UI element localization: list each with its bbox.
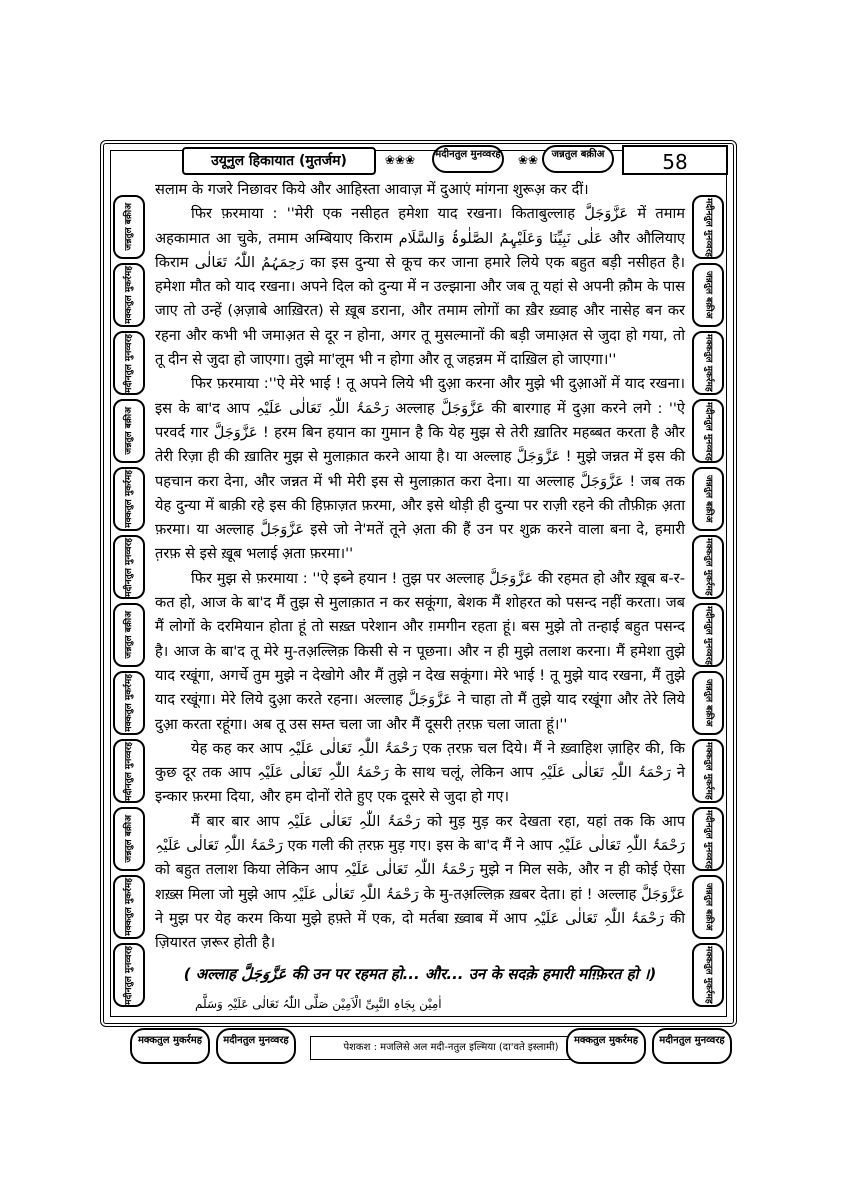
side-badge-label: जन्नतुल बक़ीअ: [123, 611, 134, 659]
side-badge: [113, 943, 145, 1007]
side-badge-label: मदीनतुल मुनव्वरह: [123, 333, 134, 393]
page-header: [170, 145, 690, 177]
side-badge-label: जन्नतुल बक़ीअ: [123, 407, 134, 455]
side-badge: [113, 467, 145, 531]
side-badge-label: मदीनतुल मुनव्वरह: [123, 537, 134, 597]
header-badge-madina: मदीनतुल मुनव्वरह: [432, 145, 504, 173]
side-badge: [692, 399, 724, 463]
paragraph: येह कह कर आप رَحْمَۃُ اللّٰہِ تَعَالٰی عَلَیْہِ एक त़रफ़ चल दिये। मैं ने ख़्वाहिश ज़ाहिर की, कि कुछ दूर तक आप رَحْمَۃُ اللّٰہِ تَعَالٰی عَلَیْہِ के साथ चलूं, लेकिन आप رَحْمَۃُ اللّٰہِ تَعَالٰی عَلَیْہِ ने इन्कार फ़रमा दिया, और हम दोनों रोते हुए एक दूसरे से जुदा हो गए।: [155, 739, 686, 806]
side-badge-label: मक्कतुल मुकर्रमह: [123, 674, 134, 732]
side-badge: [692, 535, 724, 599]
page-footer: [130, 1028, 730, 1068]
book-title: उयूनुल हिकायात (मुतर्जम): [182, 147, 376, 175]
side-badge-label: मक्कतुल मुकर्रमह: [703, 538, 714, 596]
side-badge-label: मदीनतुल मुनव्वरह: [703, 605, 714, 665]
side-badge-label: मक्कतुल मुकर्रमह: [703, 334, 714, 392]
side-badge-label: मक्कतुल मुकर्रमह: [123, 878, 134, 936]
side-badge: [113, 195, 145, 259]
side-badge-label: मदीनतुल मुनव्वरह: [123, 741, 134, 801]
side-badge: [692, 263, 724, 327]
side-badge: [692, 603, 724, 667]
side-badge-label: मदीनतुल मुनव्वरह: [703, 197, 714, 257]
footer-badge-madina: मदीनतुल मुनव्वरह: [652, 1028, 732, 1064]
side-badge: [692, 807, 724, 871]
side-badge-label: मदीनतुल मुनव्वरह: [703, 401, 714, 461]
side-badge: [113, 603, 145, 667]
paragraph: मैं बार बार आप رَحْمَۃُ اللّٰہِ تَعَالٰی عَلَیْہِ को मुड़ मुड़ कर देखता रहा, यहां तक कि आप رَحْمَۃُ اللّٰہِ تَعَالٰی عَلَیْہِ एक गली की त़रफ़ मुड़ गए। इस के बा'द मैं ने आप رَحْمَۃُ اللّٰہِ تَعَالٰی عَلَیْہِ को बहुत तलाश किया लेकिन आप رَحْمَۃُ اللّٰہِ تَعَالٰی عَلَیْہِ मुझे न मिल सके, और न ही कोई ऐसा शख़्स मिला जो मुझे आप رَحْمَۃُ اللّٰہِ تَعَالٰی عَلَیْہِ के मु-तअ़ल्लिक़ ख़बर देता। हां ! अल्लाह عَزَّوَجَلَّ ने मुझ पर येह करम किया मुझे हफ़्ते में एक, दो मर्तबा ख़्वाब में आप رَحْمَۃُ اللّٰہِ تَعَالٰی عَلَیْہِ की ज़ियारत ज़रूर होती है।: [155, 812, 686, 952]
side-badge: [113, 671, 145, 735]
presenter-text: पेशकश : मजलिसे अल मदी-नतुल इल्मिया (दा'वते इस्लामी): [310, 1036, 592, 1060]
side-badge: [692, 739, 724, 803]
side-badge-label: जन्नतुल बक़ीअ: [123, 203, 134, 251]
side-badge: [692, 671, 724, 735]
side-badge: [113, 263, 145, 327]
side-badge-label: जन्नतुल बक़ीअ: [703, 271, 714, 319]
side-badge: [692, 195, 724, 259]
page-number: 58: [622, 145, 728, 175]
side-badge-label: मक्कतुल मुकर्रमह: [703, 946, 714, 1004]
header-badge-baqi: जन्नतुल बक़ीअ: [542, 145, 614, 173]
side-badge-label: मक्कतुल मुकर्रमह: [123, 266, 134, 324]
side-badge: [692, 467, 724, 531]
paragraph: फिर फ़रमाया : ''मेरी एक नसीहत हमेशा याद रखना। किताबुल्लाह عَزَّوَجَلَّ में तमाम अहकामात आ चुके, तमाम अम्बियाए किराम عَلٰی نَبِیِّنَا وَعَلَیْہِمُ الصَّلٰوۃُ وَالسَّلَام और औलियाए किराम رَحِمَہُمُ اللّٰہُ تَعَالٰی का इस दुन्या से कूच कर जाना हमारे लिये एक बहुत बड़ी नसीहत है। हमेशा मौत को याद रखना। अपने दिल को दुन्या में न उल्झाना और जब तू यहां से अपनी क़ौम के पास जाए तो उन्हें (अ़ज़ाबे आख़िरत) से ख़ूब डराना, और तमाम लोगों का ख़ैर ख़्वाह और नासेह बन कर रहना और कभी भी जमाअ़त से दूर न होना, अगर तू मुसल्मानों की बड़ी जमाअ़त से जुदा हो गया, तो तू दीन से जुदा हो जाएगा। तुझे मा'लूम भी न होगा और तू जहन्नम में दाख़िल हो जाएगा।'': [155, 205, 685, 369]
side-badge-label: मदीनतुल मुनव्वरह: [123, 945, 134, 1005]
flourish-icon: ❀❀: [517, 153, 539, 167]
paragraph: फिर मुझ से फ़रमाया : ''ऐ इब्ने हयान ! तुझ पर अल्लाह عَزَّوَجَلَّ की रहमत हो और ख़ूब ब-र-कत हो, आज के बा'द मैं तुझ से मुलाक़ात न कर सकूंगा, बेशक मैं शोहरत को पसन्द नहीं करता। जब मैं लोगों के दरमियान होता हूं तो सख़्त परेशान और ग़मगीन रहता हूं। बस मुझे तो तन्हाई बहुत पसन्द है। आज के बा'द तू मेरे मु-तअ़ल्लिक़ किसी से न पूछना। और न ही मुझे तलाश करना। मैं हमेशा तुझे याद रखूंगा, अगर्चे तुम मुझे न देखोगे और मैं तुझे न देख सकूंगा। मेरे भाई ! तू मुझे याद रखना, मैं तुझे याद रखूंगा। मेरे लिये दुआ़ करते रहना। अल्लाह عَزَّوَجَلَّ ने चाहा तो मैं तुझे याद रखूंगा और तेरे लिये दुआ़ करता रहूंगा। अब तू उस सम्त चला जा और मैं दूसरी त़रफ़ चला जाता हूं।'': [155, 569, 685, 733]
side-badge: [692, 943, 724, 1007]
side-badge-label: मदीनतुल मुनव्वरह: [703, 809, 714, 869]
footer-badge-makkah: मक्कतुल मुकर्रमह: [130, 1028, 210, 1064]
side-badge: [113, 875, 145, 939]
side-badge: [113, 331, 145, 395]
side-badge: [113, 739, 145, 803]
side-badge: [692, 875, 724, 939]
side-badge: [692, 331, 724, 395]
side-badge: [113, 535, 145, 599]
side-badge: [113, 399, 145, 463]
flourish-icon: ❀❀❀: [384, 153, 416, 167]
footer-badge-makkah: मक्कतुल मुकर्रमह: [566, 1028, 646, 1064]
side-badge-label: जन्नतुल बक़ीअ: [703, 883, 714, 931]
side-badge-label: जन्नतुल बक़ीअ: [703, 475, 714, 523]
paragraph: फिर फ़रमाया :''ऐ मेरे भाई ! तू अपने लिये भी दुआ़ करना और मुझे भी दुआ़ओं में याद रखना। इस के बा'द आप رَحْمَۃُ اللّٰہِ تَعَالٰی عَلَیْہِ अल्लाह عَزَّوَجَلَّ की बारगाह में दुआ़ करने लगे : ''ऐ परवर्द गार عَزَّوَجَلَّ ! हरम बिन हयान का गुमान है कि येह मुझ से तेरी ख़ातिर महब्बत करता है और तेरी रिज़ा ही की ख़ातिर मुझ से मुलाक़ात करने आया है। या अल्लाह عَزَّوَجَلَّ ! मुझे जन्नत में इस की पहचान करा देना, और जन्नत में भी मेरी इस से मुलाक़ात करा देना। या अल्लाह عَزَّوَجَلَّ ! जब तक येह दुन्या में बाक़ी रहे इस की हिफ़ाज़त फ़रमा, और इसे थोड़ी ही दुन्या पर राज़ी रहने की तौफ़ीक़ अ़ता फ़रमा। या अल्लाह عَزَّوَجَلَّ इसे जो ने'मतें तूने अ़ता की हैं उन पर शुक्र करने वाला बना दे, हमारी त़रफ़ से इसे ख़ूब भलाई अ़ता फ़रमा।'': [155, 375, 686, 563]
side-badge-label: मक्कतुल मुकर्रमह: [703, 742, 714, 800]
body-text: [155, 178, 685, 1016]
footer-badge-madina: मदीनतुल मुनव्वरह: [216, 1028, 296, 1064]
paragraph: सलाम के गजरे निछावर किये और आहिस्ता आवाज़ में दुआएं मांगना शुरूअ़ कर दीं।: [155, 181, 589, 198]
side-badge-label: जन्नतुल बक़ीअ: [123, 815, 134, 863]
side-badge: [113, 807, 145, 871]
closing-prayer: ( अल्लाह عَزَّوَجَلَّ की उन पर रहमत हो... और... उन के सदक़े हमारी मग़्फ़िरत हो ।): [183, 964, 657, 983]
side-badge-label: जन्नतुल बक़ीअ: [703, 679, 714, 727]
arabic-dua: اٰمِیْن بِجَاہِ النَّبِیِّ الْاَمِیْن صَلَّی اللّٰہُ تَعَالٰی عَلَیْہِ وَسَلَّم: [195, 996, 442, 1011]
side-badge-label: मक्कतुल मुकर्रमह: [123, 470, 134, 528]
